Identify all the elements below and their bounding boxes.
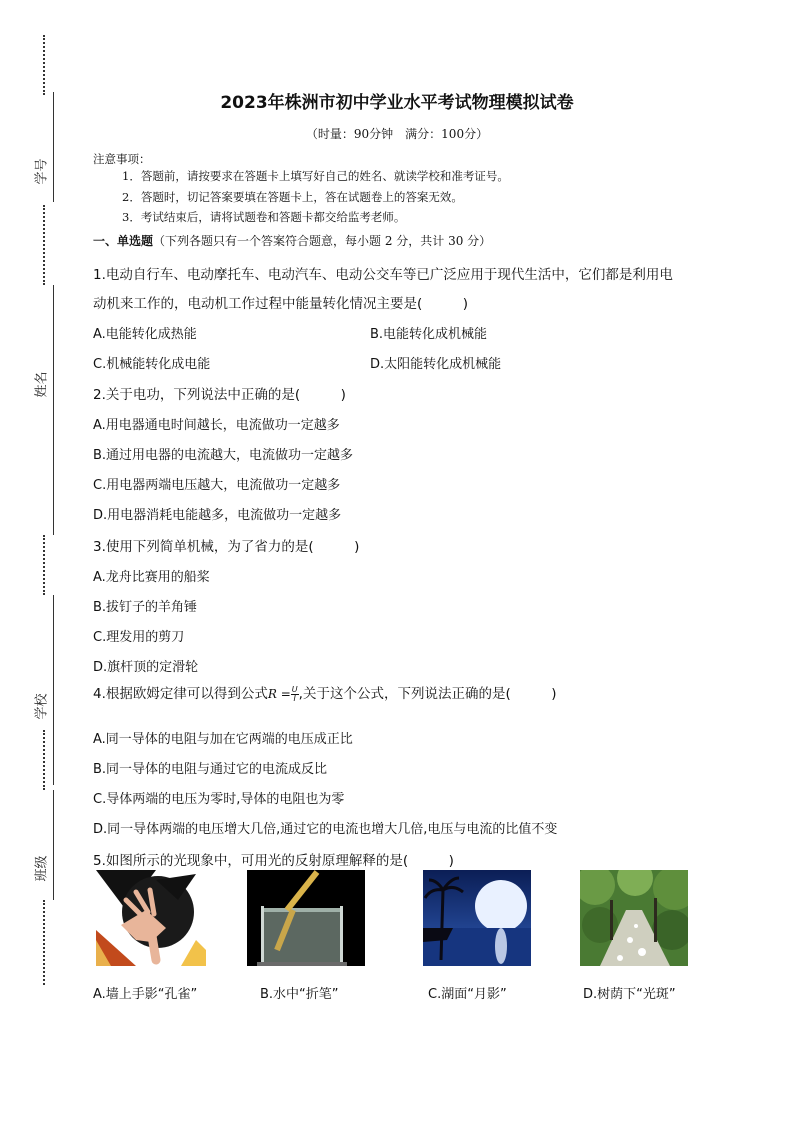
q1-option-d: D.太阳能转化成机械能 bbox=[370, 357, 502, 372]
margin-line bbox=[53, 790, 54, 900]
section-desc: （下列各题只有一个答案符合题意，每小题 2 分，共计 30 分） bbox=[153, 234, 492, 248]
q2-option-c: C.用电器两端电压越大，电流做功一定越多 bbox=[93, 478, 341, 493]
dotted-line bbox=[43, 730, 45, 790]
q2-option-d: D.用电器消耗电能越多，电流做功一定越多 bbox=[93, 508, 342, 523]
q5-option-c: C.湖面“月影” bbox=[428, 987, 507, 1002]
dotted-line bbox=[43, 900, 45, 985]
note-item: 2．答题时，切记答案要填在答题卡上，答在试题卷上的答案无效。 bbox=[122, 190, 463, 204]
q5-stem: 5.如图所示的光现象中，可用光的反射原理解释的是( ) bbox=[93, 853, 454, 869]
q1-stem-line1: 1.电动自行车、电动摩托车、电动汽车、电动公交车等已广泛应用于现代生活中，它们都是利用电 bbox=[93, 267, 673, 283]
q5-option-a: A.墙上手影“孔雀” bbox=[93, 987, 198, 1002]
q3-option-d: D.旗杆顶的定滑轮 bbox=[93, 660, 199, 675]
margin-line bbox=[53, 595, 54, 785]
q2-option-a: A.用电器通电时间越长，电流做功一定越多 bbox=[93, 418, 340, 433]
q4-stem bbox=[93, 682, 556, 706]
q3-option-a: A.龙舟比赛用的船桨 bbox=[93, 570, 210, 585]
class-label: 班级 bbox=[34, 855, 50, 882]
q1-option-a: A.电能转化成热能 bbox=[93, 327, 197, 342]
q4-formula-fraction bbox=[291, 686, 299, 703]
q4-stem-pre: 4.根据欧姆定律可以得到公式 bbox=[93, 686, 268, 702]
dotted-line bbox=[43, 535, 45, 595]
notes-heading: 注意事项： bbox=[93, 152, 151, 166]
exam-subtitle: （时量：90分钟 满分：100分） bbox=[305, 127, 489, 141]
q1-option-c: C.机械能转化成电能 bbox=[93, 357, 211, 372]
bent-pencil-image bbox=[247, 870, 365, 966]
name-label: 姓名 bbox=[34, 371, 50, 398]
q3-option-c: C.理发用的剪刀 bbox=[93, 630, 185, 645]
moon-reflection-image bbox=[423, 870, 531, 966]
q4-stem-post: ,关于这个公式，下列说法正确的是( ) bbox=[298, 686, 557, 702]
q2-stem: 2.关于电功，下列说法中正确的是( ) bbox=[93, 387, 346, 403]
dotted-line bbox=[43, 35, 45, 95]
q4-option-b: B.同一导体的电阻与通过它的电流成反比 bbox=[93, 762, 328, 777]
q4-option-a: A.同一导体的电阻与加在它两端的电压成正比 bbox=[93, 732, 353, 747]
formula-numerator: U bbox=[291, 684, 298, 694]
q4-option-c: C.导体两端的电压为零时,导体的电阻也为零 bbox=[93, 792, 345, 807]
binding-margin bbox=[0, 0, 70, 1123]
q1-stem-line2: 动机来工作的，电动机工作过程中能量转化情况主要是( ) bbox=[93, 296, 469, 312]
q5-option-d: D.树荫下“光斑” bbox=[583, 987, 676, 1002]
hand-shadow-image bbox=[96, 870, 206, 966]
q5-option-b: B.水中“折笔” bbox=[260, 987, 339, 1002]
exam-title: 2023年株洲市初中学业水平考试物理模拟试卷 bbox=[220, 93, 574, 113]
section-heading bbox=[93, 232, 491, 249]
tree-shade-image bbox=[580, 870, 688, 966]
school-label: 学校 bbox=[34, 693, 50, 720]
formula-denominator: I bbox=[293, 693, 296, 703]
q3-stem: 3.使用下列简单机械，为了省力的是( ) bbox=[93, 539, 360, 555]
q1-option-b: B.电能转化成机械能 bbox=[370, 327, 488, 342]
q2-option-b: B.通过用电器的电流越大，电流做功一定越多 bbox=[93, 448, 354, 463]
dotted-line bbox=[43, 205, 45, 285]
note-item: 3．考试结束后，请将试题卷和答题卡都交给监考老师。 bbox=[122, 210, 406, 224]
q4-formula-lhs: R = bbox=[267, 687, 291, 701]
q4-option-d: D.同一导体两端的电压增大几倍,通过它的电流也增大几倍,电压与电流的比值不变 bbox=[93, 822, 558, 837]
margin-line bbox=[53, 285, 54, 535]
q3-option-b: B.拔钉子的羊角锤 bbox=[93, 600, 198, 615]
note-item: 1．答题前，请按要求在答题卡上填写好自己的姓名、就读学校和准考证号。 bbox=[122, 169, 509, 183]
section-title: 一、单选题 bbox=[93, 234, 154, 248]
student-no-label: 学号 bbox=[34, 158, 50, 185]
